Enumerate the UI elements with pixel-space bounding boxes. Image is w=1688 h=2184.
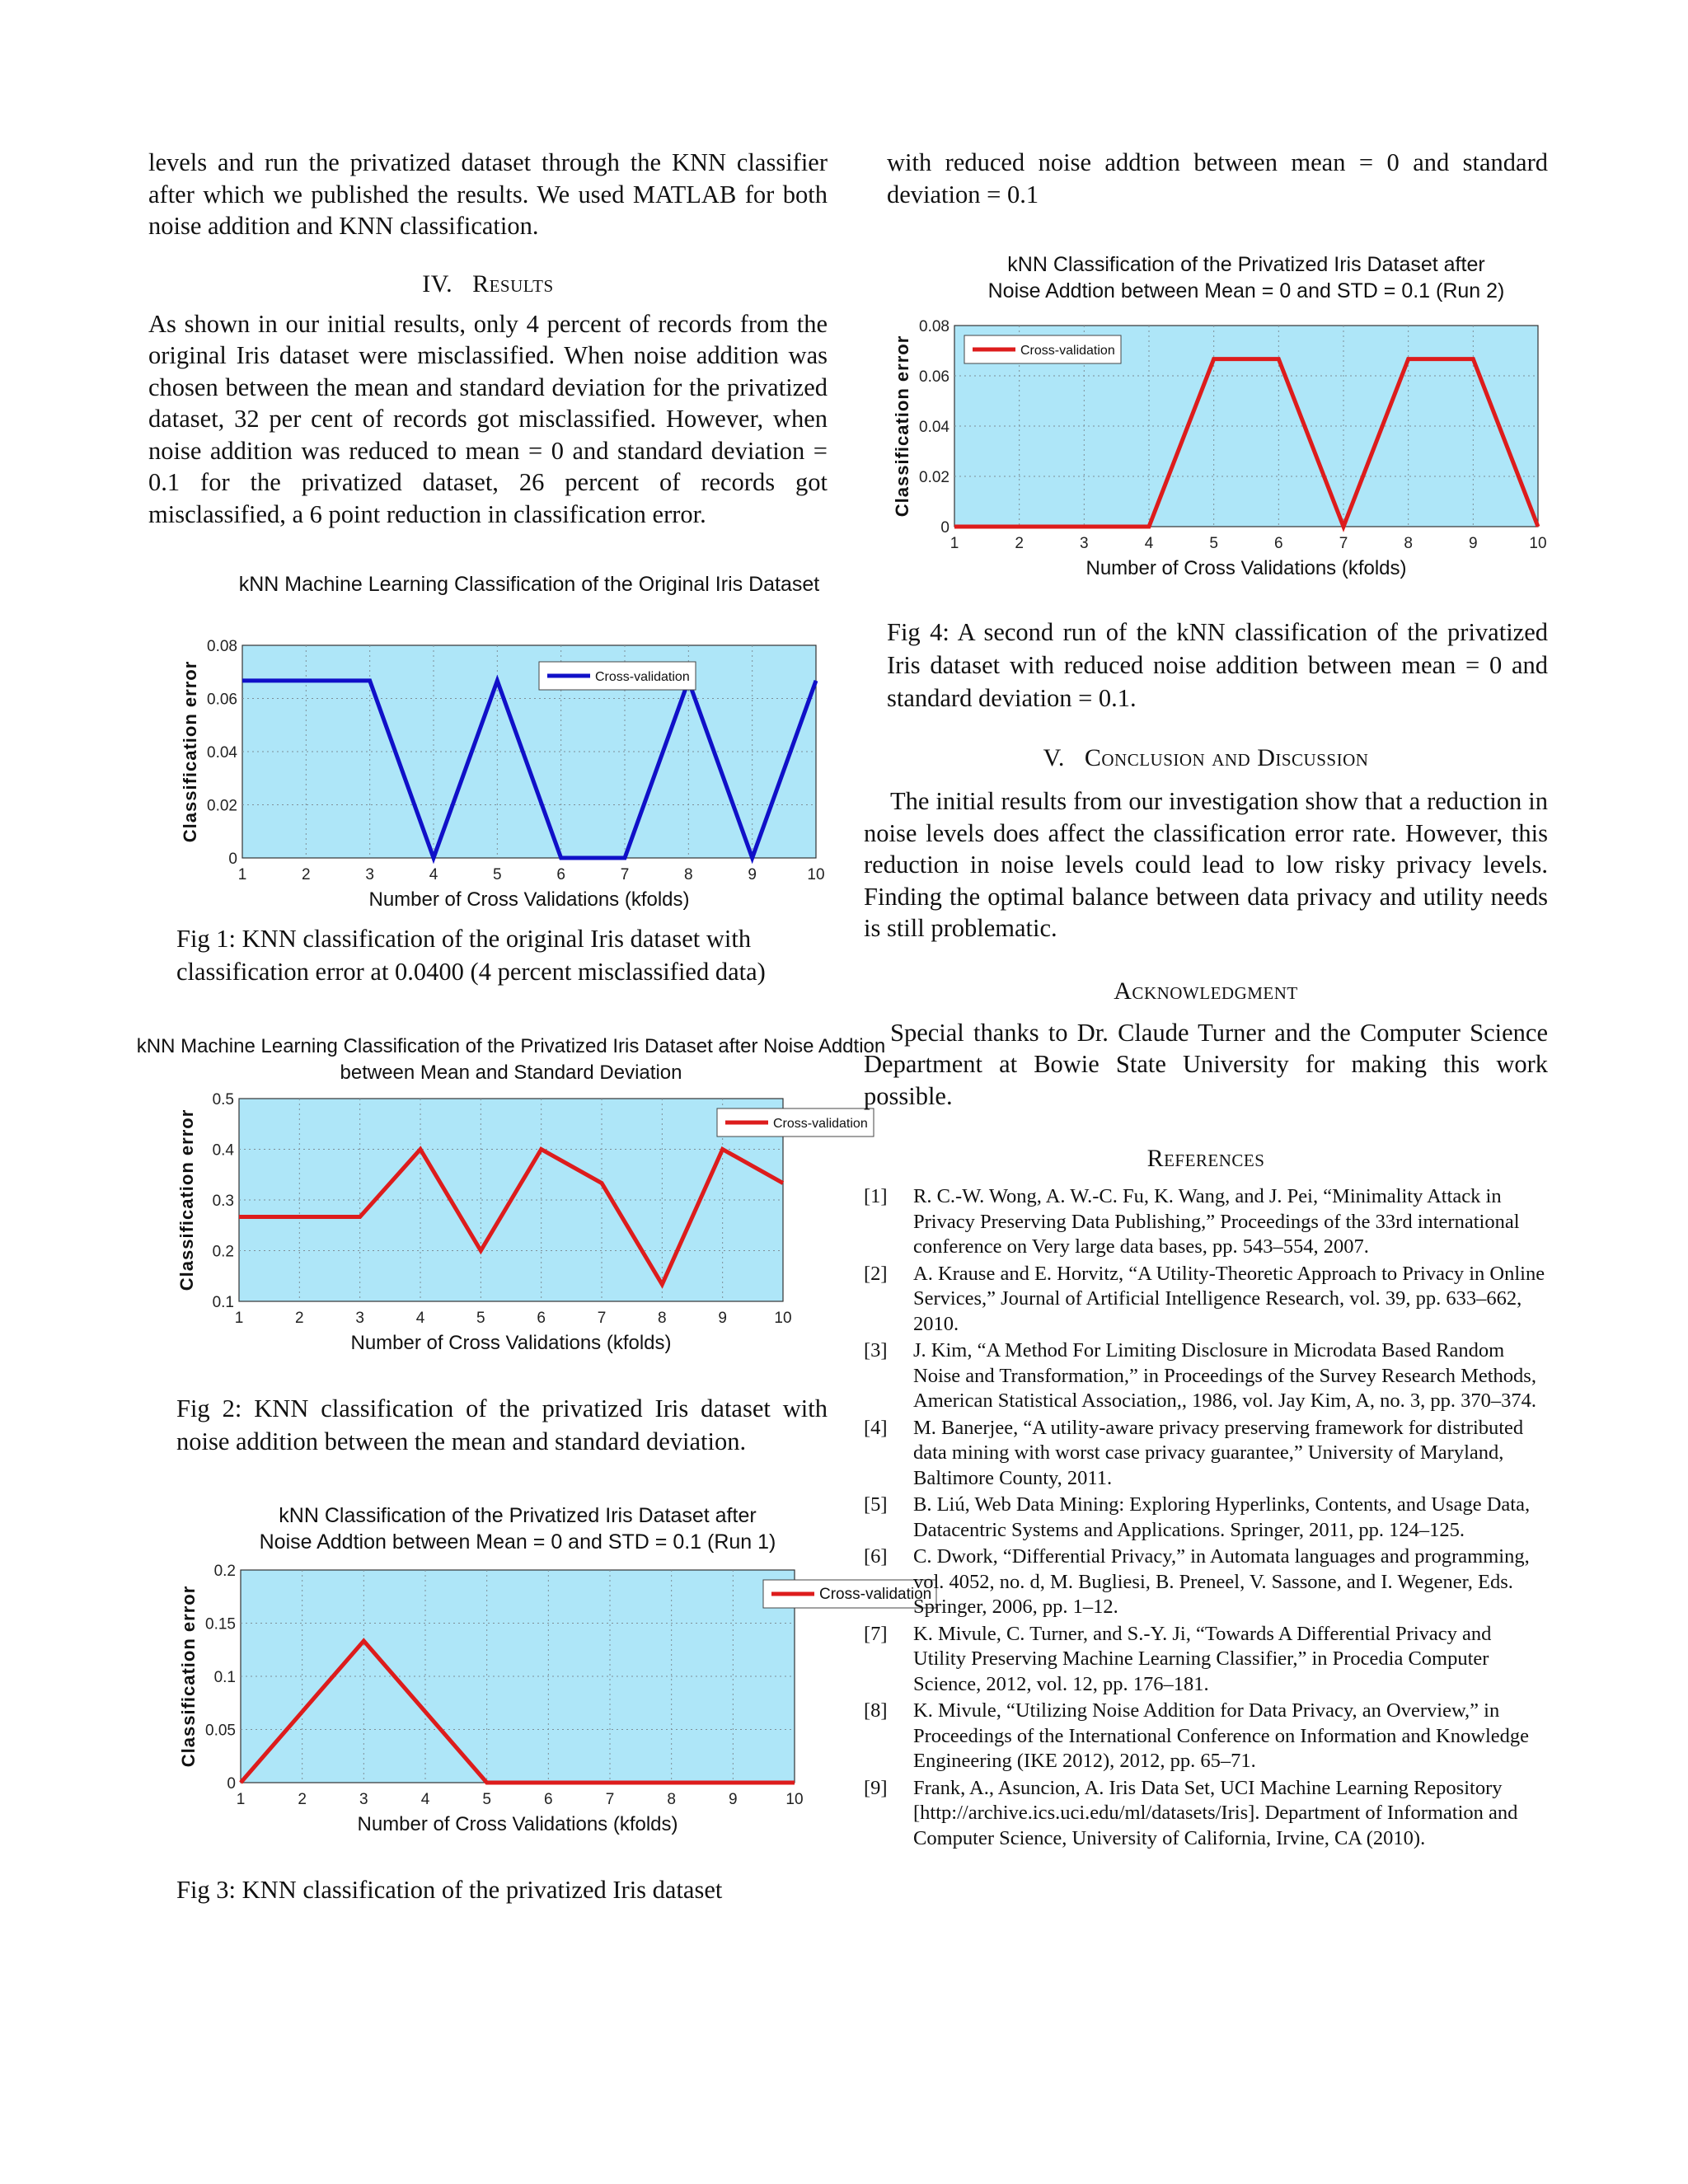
reference-text: C. Dwork, “Differential Privacy,” in Automata languages and programming, vol. 4052, no. d, M. Bugliesi, B. Preneel, V. Sassone, and I. Wegener, Eds. Springer, 2006, pp. 1–12. xyxy=(913,1545,1530,1618)
references-heading: References xyxy=(1146,1145,1265,1172)
reference-text: R. C.-W. Wong, A. W.-C. Fu, K. Wang, and J. Pei, “Minimality Attack in Privacy Preserving Data Publishing,” Proceedings of the 33rd international conference on Very large data bases, pp. 543–554, 2007. xyxy=(913,1185,1520,1258)
y-tick-label: 0.3 xyxy=(212,1193,234,1210)
y-tick-label: 0.2 xyxy=(213,1563,236,1580)
results-paragraph: As shown in our initial results, only 4 percent of records from the original Iris dataset were misclassified. When noise addition was chosen between the mean and standard deviation for the privatized dataset, 32 per cent of records got misclassified. However, when noise addition was reduced to mean = 0 and standard deviation = 0.1 for the privatized dataset, 26 percent of records got misclassified, a 6 point reduction in classification error. xyxy=(148,309,828,528)
y-tick-label: 0.08 xyxy=(919,318,950,335)
conclusion-heading-text: Conclusion and Discussion xyxy=(1084,744,1369,771)
y-tick-label: 0.1 xyxy=(212,1294,234,1311)
y-tick-label: 0 xyxy=(227,1775,236,1793)
chart-title: Noise Addtion between Mean = 0 and STD = 0.1 (Run 2) xyxy=(987,279,1505,302)
fig4-chart xyxy=(864,243,1548,616)
x-tick-label: 6 xyxy=(556,866,565,883)
x-tick-label: 9 xyxy=(748,866,757,883)
reference-text: M. Banerjee, “A utility-aware privacy preserving framework for distributed data mining with worst case privacy guarantee,” University of Maryland, Baltimore County, 2011. xyxy=(913,1416,1524,1489)
reference-number: [4] xyxy=(864,1416,888,1439)
reference-item xyxy=(864,1544,1548,1620)
y-tick-label: 0 xyxy=(228,851,237,868)
chart-title: kNN Machine Learning Classification of the Privatized Iris Dataset after Noise Addtion xyxy=(136,1035,886,1057)
y-tick-label: 0.06 xyxy=(919,368,950,386)
reference-item xyxy=(864,1184,1548,1260)
fig1-caption: Fig 1: KNN classification of the original Iris dataset with classification error at 0.0400 (4 percent misclassified data) xyxy=(176,925,766,986)
x-tick-label: 1 xyxy=(234,1310,244,1327)
results-heading-number: IV. xyxy=(422,269,453,298)
y-tick-label: 0.04 xyxy=(207,744,237,762)
y-tick-label: 0.15 xyxy=(205,1615,236,1633)
x-axis-label: Number of Cross Validations (kfolds) xyxy=(1085,557,1407,579)
x-tick-label: 4 xyxy=(429,866,438,883)
fig2-chart xyxy=(136,1028,886,1392)
legend-label: Cross-validation xyxy=(595,670,690,684)
y-tick-label: 0.06 xyxy=(207,691,237,709)
intro-paragraph: levels and run the privatized dataset through the KNN classifier after which we published the results. We used MATLAB for both noise addition and KNN classification. xyxy=(148,148,828,240)
x-tick-label: 2 xyxy=(302,866,311,883)
x-tick-label: 3 xyxy=(355,1310,364,1327)
x-tick-label: 10 xyxy=(807,866,825,883)
right-intro-paragraph: with reduced noise addtion between mean = 0 and standard deviation = 0.1 xyxy=(887,148,1548,209)
x-axis-label: Number of Cross Validations (kfolds) xyxy=(368,888,690,911)
y-tick-label: 0.08 xyxy=(207,638,237,655)
x-tick-label: 5 xyxy=(493,866,502,883)
chart-title: kNN Machine Learning Classification of the Original Iris Dataset xyxy=(238,573,820,596)
reference-item xyxy=(864,1622,1548,1698)
x-tick-label: 8 xyxy=(1404,535,1413,552)
y-tick-label: 0.02 xyxy=(919,469,950,486)
x-tick-label: 4 xyxy=(415,1310,425,1327)
x-tick-label: 5 xyxy=(1209,535,1218,552)
legend-label: Cross-validation xyxy=(1020,344,1115,358)
reference-text: K. Mivule, C. Turner, and S.-Y. Ji, “Towards A Differential Privacy and Utility Preserving Machine Learning Classifier,” in Procedia Computer Science, 2012, vol. 12, pp. 176–181. xyxy=(913,1622,1492,1695)
x-axis-label: Number of Cross Validations (kfolds) xyxy=(357,1813,678,1835)
conclusion-heading xyxy=(864,744,1548,772)
legend-label: Cross-validation xyxy=(773,1117,868,1131)
acknowledgment-paragraph: Special thanks to Dr. Claude Turner and the Computer Science Department at Bowie State University for making this work possible. xyxy=(864,1018,1548,1110)
x-tick-label: 7 xyxy=(605,1791,615,1808)
x-tick-label: 1 xyxy=(950,535,959,552)
y-axis-label: Classification error xyxy=(176,1108,197,1291)
y-axis-label: Classification error xyxy=(178,1585,199,1768)
reference-text: A. Krause and E. Horvitz, “A Utility-Theoretic Approach to Privacy in Online Services,” Journal of Artificial Intelligence Research, vol. 39, pp. 633–662, 2010. xyxy=(913,1262,1545,1335)
x-tick-label: 6 xyxy=(544,1791,553,1808)
y-tick-label: 0.4 xyxy=(212,1141,234,1160)
x-tick-label: 3 xyxy=(1080,535,1089,552)
reference-item xyxy=(864,1699,1548,1774)
legend-label: Cross-validation xyxy=(819,1586,932,1603)
x-tick-label: 10 xyxy=(1529,535,1547,552)
references-list xyxy=(864,1184,1548,1851)
x-tick-label: 4 xyxy=(1144,535,1154,552)
reference-number: [5] xyxy=(864,1493,888,1516)
reference-text: K. Mivule, “Utilizing Noise Addition for Data Privacy, an Overview,” in Proceedings of the International Conference on Information and Knowledge Engineering (IKE 2012), 2012, pp. 65–71. xyxy=(913,1699,1529,1772)
reference-number: [7] xyxy=(864,1622,888,1645)
y-tick-label: 0.05 xyxy=(205,1722,236,1740)
x-tick-label: 2 xyxy=(298,1791,307,1808)
reference-text: Frank, A., Asuncion, A. Iris Data Set, UCI Machine Learning Repository [http://archive.ics.uci.edu/ml/datasets/Iris]. Department of Information and Computer Science, University of California, Irvine, CA (2010). xyxy=(913,1776,1518,1849)
y-tick-label: 0.2 xyxy=(212,1243,234,1261)
reference-item xyxy=(864,1776,1548,1852)
chart-title: kNN Classification of the Privatized Iris Dataset after xyxy=(279,1504,757,1527)
x-tick-label: 10 xyxy=(785,1791,804,1808)
x-tick-label: 4 xyxy=(420,1791,430,1808)
reference-number: [8] xyxy=(864,1699,888,1722)
figure-3 xyxy=(148,1494,932,1873)
figure-4 xyxy=(864,243,1548,616)
x-tick-label: 10 xyxy=(774,1310,792,1327)
y-axis-label: Classification error xyxy=(180,660,200,843)
reference-number: [1] xyxy=(864,1185,888,1207)
conclusion-heading-number: V. xyxy=(1043,744,1065,771)
x-tick-label: 8 xyxy=(658,1310,667,1327)
fig3-chart xyxy=(148,1494,932,1873)
reference-item xyxy=(864,1262,1548,1338)
fig2-caption: Fig 2: KNN classification of the privatized Iris dataset with noise addition between the mean and standard deviation. xyxy=(176,1394,828,1455)
x-tick-label: 7 xyxy=(1339,535,1348,552)
x-tick-label: 3 xyxy=(365,866,374,883)
x-tick-label: 5 xyxy=(476,1310,485,1327)
reference-number: [6] xyxy=(864,1545,888,1568)
x-tick-label: 9 xyxy=(718,1310,727,1327)
figure-2 xyxy=(136,1028,886,1392)
x-tick-label: 1 xyxy=(236,1791,246,1808)
x-tick-label: 2 xyxy=(295,1310,304,1327)
fig3-caption: Fig 3: KNN classification of the privatized Iris dataset xyxy=(176,1876,723,1904)
reference-text: B. Liú, Web Data Mining: Exploring Hyperlinks, Contents, and Usage Data, Datacentric Systems and Applications. Springer, 2011, pp. 124–125. xyxy=(913,1493,1531,1541)
results-heading xyxy=(148,270,828,298)
reference-number: [9] xyxy=(864,1776,888,1799)
x-tick-label: 1 xyxy=(237,866,247,883)
y-tick-label: 0.5 xyxy=(212,1091,234,1108)
x-tick-label: 9 xyxy=(1469,535,1478,552)
x-tick-label: 5 xyxy=(482,1791,491,1808)
y-tick-label: 0.02 xyxy=(207,797,237,815)
x-tick-label: 2 xyxy=(1015,535,1024,552)
x-tick-label: 7 xyxy=(597,1310,607,1327)
reference-item xyxy=(864,1416,1548,1492)
x-tick-label: 8 xyxy=(667,1791,676,1808)
results-heading-text: Results xyxy=(472,269,554,298)
fig4-caption: Fig 4: A second run of the kNN classification of the privatized Iris dataset with reduced noise addition between mean = 0 and standard deviation = 0.1. xyxy=(887,618,1548,712)
acknowledgment-heading: Acknowledgment xyxy=(1114,977,1298,1005)
right-column xyxy=(864,147,1548,1853)
y-axis-label: Classification error xyxy=(892,335,912,518)
figure-1 xyxy=(148,560,828,922)
fig1-chart xyxy=(148,560,828,922)
chart-title: kNN Classification of the Privatized Iris Dataset after xyxy=(1007,253,1485,276)
y-tick-label: 0.04 xyxy=(919,419,950,436)
y-tick-label: 0.1 xyxy=(213,1669,236,1686)
reference-item xyxy=(864,1493,1548,1543)
x-tick-label: 8 xyxy=(684,866,693,883)
y-tick-label: 0 xyxy=(940,519,950,537)
left-column xyxy=(136,147,932,1906)
conclusion-paragraph: The initial results from our investigation show that a reduction in noise levels does affect the classification error rate. However, this reduction in noise levels could lead to low risky privacy levels. Finding the optimal balance between data privacy and utility needs is still problematic. xyxy=(864,787,1548,942)
x-tick-label: 6 xyxy=(537,1310,546,1327)
x-tick-label: 6 xyxy=(1274,535,1283,552)
reference-item xyxy=(864,1338,1548,1414)
reference-number: [3] xyxy=(864,1339,888,1361)
reference-number: [2] xyxy=(864,1262,888,1285)
x-tick-label: 3 xyxy=(359,1791,368,1808)
x-axis-label: Number of Cross Validations (kfolds) xyxy=(350,1332,672,1354)
chart-title: between Mean and Standard Deviation xyxy=(340,1062,682,1084)
reference-text: J. Kim, “A Method For Limiting Disclosure in Microdata Based Random Noise and Transformation,” in Proceedings of the Survey Research Methods, American Statistical Association,, 1986, vol. Jay Kim, A, no. 3, pp. 370–374. xyxy=(913,1339,1537,1412)
chart-title: Noise Addtion between Mean = 0 and STD = 0.1 (Run 1) xyxy=(259,1530,776,1554)
x-tick-label: 9 xyxy=(729,1791,738,1808)
x-tick-label: 7 xyxy=(620,866,630,883)
